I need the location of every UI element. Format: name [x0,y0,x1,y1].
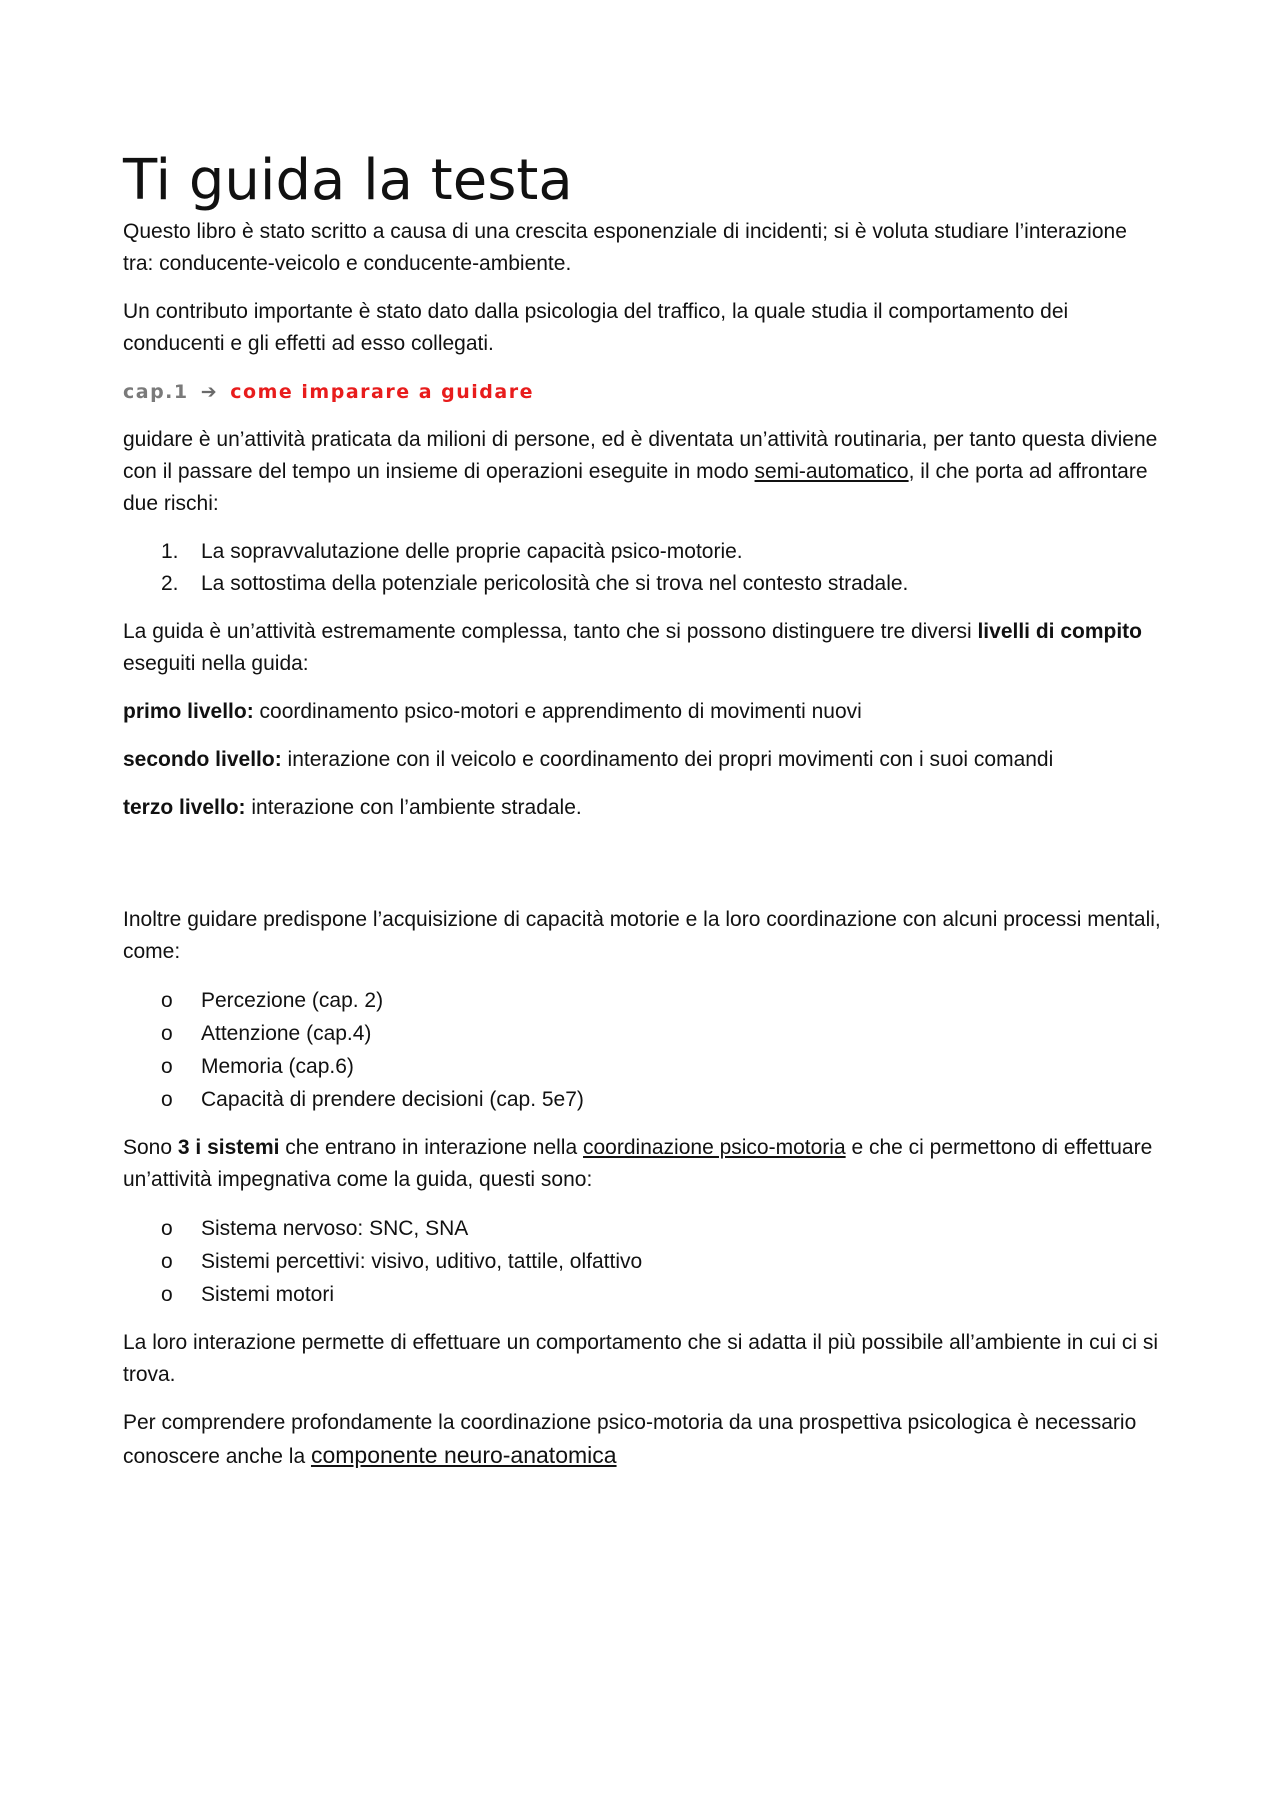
bullet-marker: o [161,988,173,1012]
list-marker: 2. [161,571,179,595]
bullet-marker: o [161,1249,173,1273]
list-item [123,984,1163,1017]
list-item [123,1083,1163,1116]
level-text: interazione con il veicolo e coordinamento dei propri movimenti con i suoi comandi [281,747,1054,771]
level-label: secondo livello: [123,747,282,771]
livelli-di-compito-bold: livelli di compito [977,619,1142,643]
level-text: coordinamento psico-motori e apprendimento di movimenti nuovi [253,699,862,723]
guidare-text-before: guidare è un’attività praticata da milioni di persone, ed è diventata un’attività routinaria, per tanto questa diviene con il passare del tempo un insieme di operazioni eseguite in modo [123,427,1158,483]
complexity-text-before: La guida è un’attività estremamente complessa, tanto che si possono distinguere tre diversi [123,619,978,643]
list-item [123,568,1163,600]
final-text-before: Per comprendere profondamente la coordinazione psico-motoria da una prospettiva psicologica è necessario conoscere anche la [123,1410,1137,1468]
coordinazione-underlined: coordinazione psico-motoria [583,1135,846,1159]
level-label: terzo livello: [123,795,246,819]
level-label: primo livello: [123,699,254,723]
list-marker: 1. [161,539,179,563]
level-paragraph-1 [123,696,1163,728]
interaction-paragraph: La loro interazione permette di effettuare un comportamento che si adatta il più possibile all’ambiente in cui ci si trova. [123,1330,1159,1386]
systems-list [123,1212,1163,1311]
systems-paragraph [123,1132,1163,1196]
level-text: interazione con l’ambiente stradale. [245,795,582,819]
list-item-text: Capacità di prendere decisioni (cap. 5e7) [201,1087,584,1111]
bullet-marker: o [161,1087,173,1111]
guidare-text-after: , il che porta ad affrontare due rischi: [123,459,1148,515]
list-item [123,1212,1163,1245]
complexity-paragraph [123,616,1163,680]
final-paragraph [123,1407,1163,1473]
processes-list [123,984,1163,1116]
componente-neuro-anatomica-underlined: componente neuro-anatomica [310,1441,617,1468]
list-item-text: La sopravvalutazione delle proprie capacità psico-motorie. [201,539,743,563]
intro-paragraph-2: Un contributo importante è stato dato dalla psicologia del traffico, la quale studia il comportamento dei conducenti e gli effetti ad esso collegati. [123,299,1069,355]
tre-sistemi-bold: 3 i sistemi [177,1135,280,1159]
document-page [123,150,1163,1489]
risks-list [123,536,1163,600]
bullet-marker: o [161,1216,173,1240]
complexity-text-after: eseguiti nella guida: [123,651,309,675]
list-item [123,1245,1163,1278]
level-paragraph-3 [123,792,1163,824]
bullet-marker: o [161,1282,173,1306]
chapter-title: come imparare a guidare [230,380,534,403]
list-item-text: Sistemi percettivi: visivo, uditivo, tattile, olfattivo [201,1249,643,1273]
list-item-text: Memoria (cap.6) [201,1054,354,1078]
list-item-text: Sistemi motori [201,1282,335,1306]
list-item [123,1278,1163,1311]
bullet-marker: o [161,1054,173,1078]
list-item [123,1050,1163,1083]
guidare-paragraph [123,424,1163,520]
list-item [123,1017,1163,1050]
systems-text-middle: che entrano in interazione nella [279,1135,583,1159]
systems-text-before: Sono [123,1135,178,1159]
arrow-right-icon: ➔ [200,380,219,403]
systems-text-after: e che ci permettono di effettuare un’attività impegnativa come la guida, questi sono: [123,1135,1153,1191]
intro-paragraph-1: Questo libro è stato scritto a causa di una crescita esponenziale di incidenti; si è voluta studiare l’interazione tra: conducente-veicolo e conducente-ambiente. [123,219,1127,275]
list-item-text: La sottostima della potenziale pericolosità che si trova nel contesto stradale. [201,571,909,595]
mental-paragraph: Inoltre guidare predispone l’acquisizione di capacità motorie e la loro coordinazione con alcuni processi mentali, come: [123,907,1161,963]
list-item-text: Sistema nervoso: SNC, SNA [201,1216,469,1240]
list-item [123,536,1163,568]
semi-automatico-underlined: semi-automatico [754,459,909,483]
blank-space [123,840,1163,904]
level-paragraph-2 [123,744,1163,776]
chapter-heading [123,376,1163,408]
list-item-text: Attenzione (cap.4) [201,1021,372,1045]
list-item-text: Percezione (cap. 2) [201,988,384,1012]
page-title: Ti guida la testa [123,148,573,213]
chapter-label: cap.1 [123,380,189,403]
bullet-marker: o [161,1021,173,1045]
